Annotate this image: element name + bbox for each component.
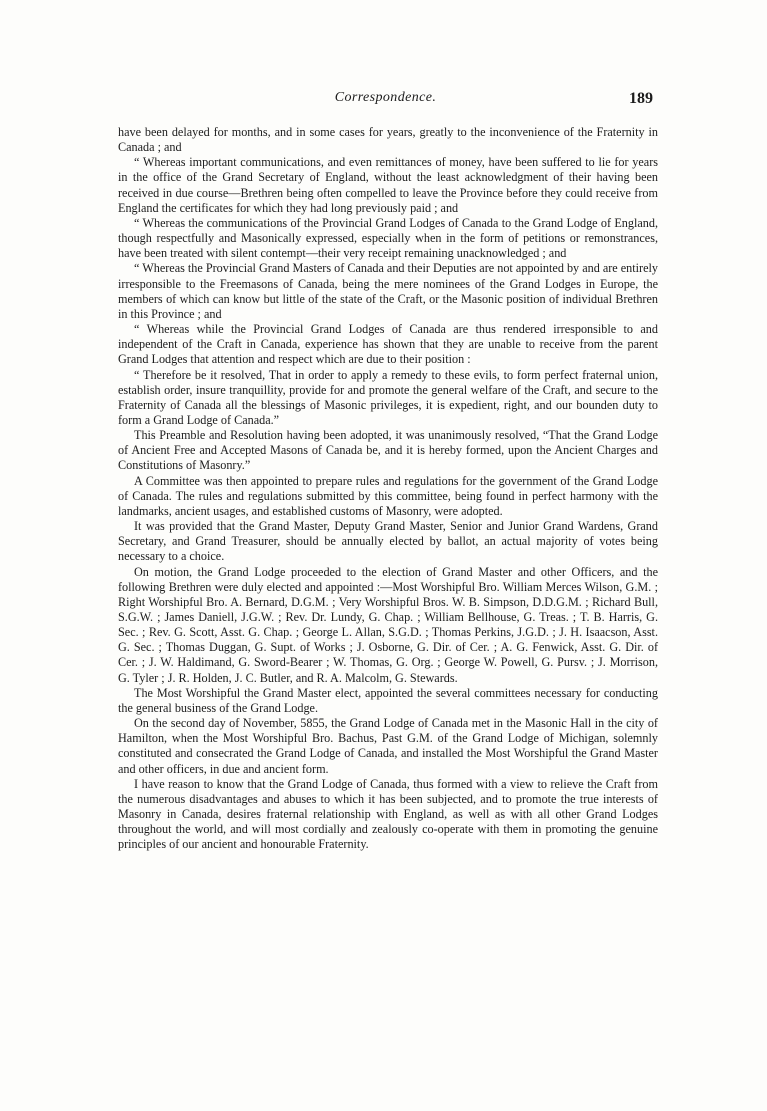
paragraph-fraternal-relations: I have reason to know that the Grand Lodge of Canada, thus formed with a view to relieve the Craft from the numerous disadvantages and abuses to which it has been subjected, and to promote the true interests of Masonry in Canada, desires fraternal relationship with England, as well as with all other Grand Lodges throughout the world, and will most cordially and zealously co-operate with them in promoting the genuine principles of our ancient and honourable Fraternity.	[118, 776, 658, 852]
page-number: 189	[629, 90, 653, 107]
paragraph-officers-list: On motion, the Grand Lodge proceeded to the election of Grand Master and other Officers, and the following Brethren were duly elected and appointed :—Most Worshipful Bro. William Merces Wilson, G.M. ; Right Worshipful Bro. A. Bernard, D.G.M. ; Very Worshipful Bros. W. B. Simpson, D.D.G.M. ; Richard Bull, S.G.W. ; James Daniell, J.G.W. ; Rev. Dr. Lundy, G. Chap. ; William Bellhouse, G. Treas. ; T. B. Harris, G. Sec. ; Rev. G. Scott, Asst. G. Chap. ; George L. Allan, S.G.D. ; Thomas Perkins, J.G.D. ; J. H. Isaacson, Asst. G. Sec. ; Thomas Duggan, G. Supt. of Works ; J. Osborne, G. Dir. of Cer. ; A. G. Fenwick, Asst. G. Dir. of Cer. ; J. W. Haldimand, G. Sword-Bearer ; W. Thomas, G. Org. ; George W. Powell, G. Pursv. ; J. Morrison, G. Tyler ; J. R. Holden, J. C. Butler, and R. A. Malcolm, G. Stewards.	[118, 564, 658, 685]
paragraph-consecration: On the second day of November, 5855, the Grand Lodge of Canada met in the Masonic Hall in the city of Hamilton, when the Most Worshipful Bro. Bachus, Past G.M. of the Grand Lodge of Michigan, solemnly constituted and consecrated the Grand Lodge of Canada, and installed the Most Worshipful the Grand Master and other officers, in due and ancient form.	[118, 716, 658, 776]
paragraph-whereas-provincial-lodges: “ Whereas the communications of the Provincial Grand Lodges of Canada to the Grand Lodge of England, though respectfully and Masonically expressed, especially when in the form of petitions or remonstrances, have been treated with silent contempt—their very receipt remaining unacknowledged ; and	[118, 215, 658, 261]
paragraph-whereas-grand-masters: “ Whereas the Provincial Grand Masters of Canada and their Deputies are not appointed by and are entirely irresponsible to the Freemasons of Canada, being the mere nominees of the Grand Lodges in Europe, the members of which can know but little of the state of the Craft, or the Masonic position of individual Brethren in this Province ; and	[118, 261, 658, 321]
paragraph-election-rules: It was provided that the Grand Master, Deputy Grand Master, Senior and Junior Grand Wardens, Grand Secretary, and Grand Treasurer, should be annually elected by ballot, an actual majority of votes being necessary to a choice.	[118, 519, 658, 564]
running-title: Correspondence.	[334, 90, 437, 105]
paragraph-continuation: have been delayed for months, and in some cases for years, greatly to the inconvenience of the Fraternity in Canada ; and	[118, 125, 658, 155]
page-header	[118, 90, 653, 110]
paragraph-committee: A Committee was then appointed to prepare rules and regulations for the government of the Grand Lodge of Canada. The rules and regulations submitted by this committee, being found in perfect harmony with the landmarks, ancient usages, and established customs of Masonry, were adopted.	[118, 473, 658, 518]
paragraph-whereas-irresponsible: “ Whereas while the Provincial Grand Lodges of Canada are thus rendered irresponsible to and independent of the Craft in Canada, experience has shown that they are unable to receive from the parent Grand Lodges that attention and respect which are due to their position :	[118, 322, 658, 367]
body-text	[118, 125, 658, 853]
paragraph-whereas-communications: “ Whereas important communications, and even remittances of money, have been suffered to lie for years in the office of the Grand Secretary of England, without the least acknowledgment of their having been received in due course—Brethren being often compelled to leave the Province before they could receive from England the certificates for which they had long previously paid ; and	[118, 155, 658, 215]
paragraph-preamble-adopted: This Preamble and Resolution having been adopted, it was unanimously resolved, “That the Grand Lodge of Ancient Free and Accepted Masons of Canada be, and it is hereby formed, upon the Ancient Charges and Constitutions of Masonry.”	[118, 428, 658, 473]
paragraph-resolution: “ Therefore be it resolved, That in order to apply a remedy to these evils, to form perfect fraternal union, establish order, insure tranquillity, provide for and promote the general welfare of the Craft, and secure to the Fraternity of Canada all the blessings of Masonic privileges, it is expedient, right, and our bounden duty to form a Grand Lodge of Canada.”	[118, 367, 658, 427]
paragraph-committees: The Most Worshipful the Grand Master elect, appointed the several committees necessary for conducting the general business of the Grand Lodge.	[118, 685, 658, 715]
